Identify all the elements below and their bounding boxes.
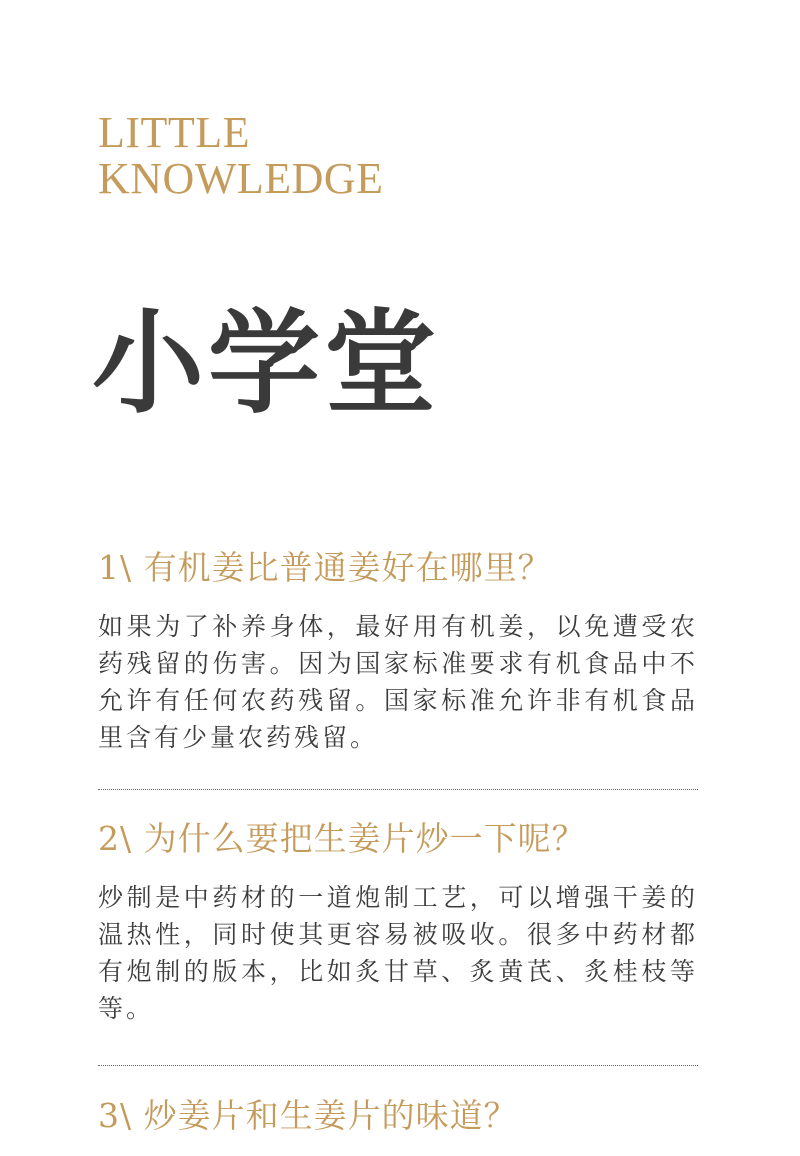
section-divider-2 — [98, 1065, 698, 1066]
question-2: 2\ 为什么要把生姜片炒一下呢？ — [98, 819, 586, 858]
question-3: 3\ 炒姜片和生姜片的味道？ — [98, 1096, 518, 1135]
answer-1: 如果为了补养身体，最好用有机姜，以免遭受农药残留的伤害。因为国家标准要求有机食品中不允许有任何农药残留。国家标准允许非有机食品里含有少量农药残留。 — [98, 612, 698, 752]
qa-item-1 — [98, 546, 698, 756]
qa-item-3 — [98, 1094, 698, 1138]
eyebrow-line-1: LITTLE — [98, 108, 251, 157]
question-1: 1\ 有机姜比普通姜好在哪里？ — [98, 548, 552, 587]
section-eyebrow — [98, 110, 384, 202]
page-title: 小学堂 — [92, 298, 440, 429]
section-divider-1 — [98, 789, 698, 790]
qa-item-2 — [98, 817, 698, 1027]
answer-2: 炒制是中药材的一道炮制工艺，可以增强干姜的温热性，同时使其更容易被吸收。很多中药材都有炮制的版本，比如炙甘草、炙黄芪、炙桂枝等等。 — [98, 883, 698, 1023]
eyebrow-line-2: KNOWLEDGE — [98, 154, 384, 203]
